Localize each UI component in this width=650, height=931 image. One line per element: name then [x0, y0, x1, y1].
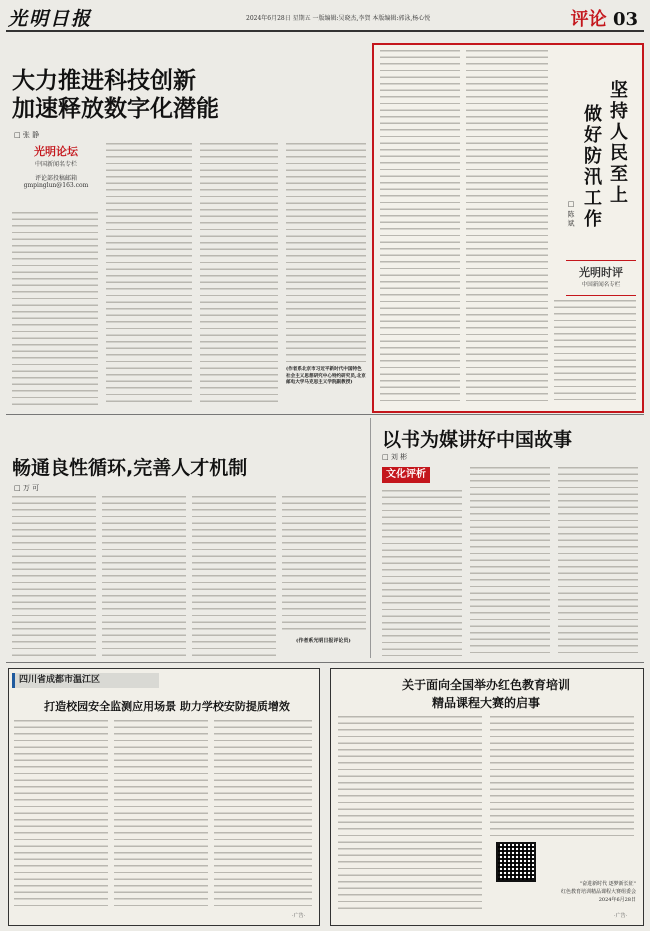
article2-title-col2: 做好防汛工作: [581, 104, 602, 230]
article1-author: □ 张 静: [14, 131, 40, 139]
bottom-right-headline-line1: 关于面向全国举办红色教育培训: [401, 678, 570, 692]
bottom-right-headline-line2: 精品课程大赛的启事: [431, 696, 540, 710]
bottom-left-ad-label: ·广告·: [292, 913, 306, 919]
bottom-right-sign-date: 2024年6月28日: [598, 897, 636, 903]
bottom-right-col1: [338, 716, 482, 910]
article4-text-col1: [382, 490, 462, 656]
bottom-left-headline: 打造校园安全监测应用场景 助力学校安防提质增效: [44, 700, 290, 713]
bottom-left-col2: [114, 720, 208, 908]
bottom-right-col2: [490, 716, 634, 836]
article4-author-name: 刘 彬: [390, 453, 408, 461]
article2-text-col1: [380, 50, 460, 402]
page-number: 03: [612, 9, 638, 30]
article4-author: □ 刘 彬: [382, 453, 408, 461]
newspaper-logo: 光明日报: [8, 8, 93, 30]
bottom-left-col1: [14, 720, 108, 908]
article3-title: 畅通良性循环,完善人才机制: [12, 457, 248, 479]
qr-code: [496, 842, 536, 882]
forum-badge-title: 光明论坛: [34, 145, 78, 158]
article2-badge: [566, 260, 636, 296]
article3-text-col2: [102, 496, 186, 656]
divider-1: [6, 414, 644, 415]
article2-text-col3: [554, 300, 636, 400]
article3-text-col4: [282, 496, 366, 632]
article2-badge-title: 光明时评: [579, 266, 623, 279]
dateline: 2024年6月28日 星期五 一版编辑:吴晓杰,李賀 本版编辑:郭泳,杨心悦: [246, 15, 431, 22]
bottom-right-sign2: 红色教育培训精品课程大赛组委会: [560, 889, 636, 895]
article2-badge-sub: 中国新闻名专栏: [581, 282, 621, 288]
forum-contact: 评论部投稿邮箱: [34, 175, 77, 182]
article1-footnote: (作者系北京市习近平新时代中国特色社会主义思想研究中心特约研究员,北京邮电大学马克思主义学院副教授): [286, 367, 366, 385]
article1-text-col4: [286, 143, 366, 363]
article4-badge: 文化评析: [382, 467, 430, 483]
column-rule: [370, 418, 371, 658]
article1-text-col2: [106, 143, 192, 407]
article1-text-col3: [200, 143, 278, 407]
article4-text-col3: [558, 467, 638, 656]
forum-email: gmpinglun@163.com: [23, 182, 89, 189]
article2-author-name: 陈 斌: [567, 210, 575, 227]
divider-2: [6, 662, 644, 663]
article3-author-name: 万 可: [22, 484, 40, 492]
forum-badge: [12, 143, 100, 203]
bottom-left-banner: 四川省成都市温江区: [12, 673, 159, 688]
article1-text-col1: [12, 212, 98, 407]
bottom-right-sign1: "奋进新时代 逐梦新长征": [579, 881, 636, 887]
article4-text-col2: [470, 467, 550, 656]
article2-author: □ 陈 斌: [567, 200, 575, 227]
article3-text-col3: [192, 496, 276, 656]
article4-title: 以书为媒讲好中国故事: [382, 429, 573, 451]
article3-author: □ 万 可: [14, 484, 40, 492]
article1-title-line2: 加速释放数字化潜能: [12, 96, 219, 122]
section-label: [571, 5, 638, 31]
article1-title-line1: 大力推进科技创新: [12, 68, 196, 94]
bottom-right-ad-label: ·广告·: [614, 913, 628, 919]
article2-text-col2: [466, 50, 548, 402]
bottom-left-col3: [214, 720, 312, 908]
article3-footnote: (作者系光明日报评论员): [296, 638, 351, 644]
forum-badge-sub: 中国新闻名专栏: [34, 161, 77, 168]
article3-text-col1: [12, 496, 96, 656]
article1-author-name: 张 静: [22, 131, 40, 139]
article2-title-col1: 坚持人民至上: [607, 80, 628, 206]
section-name: 评论: [570, 9, 607, 30]
